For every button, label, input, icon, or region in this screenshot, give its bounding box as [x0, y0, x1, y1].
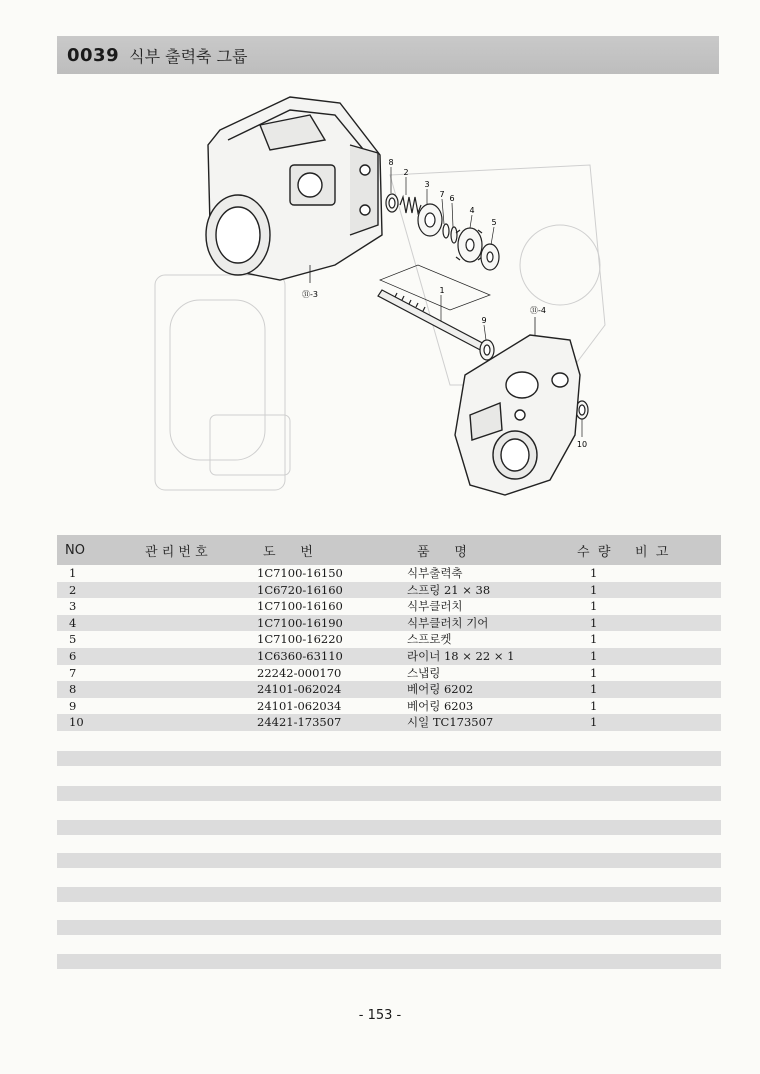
row-quantity: 1 [590, 599, 598, 614]
exploded-parts-diagram [150, 85, 620, 510]
row-part-name: 시일 TC173507 [407, 715, 494, 730]
page-number: - 153 - [358, 1008, 402, 1023]
table-row [57, 582, 721, 599]
empty-row-stripe [57, 853, 721, 868]
row-quantity: 1 [590, 566, 598, 580]
row-no: 8 [69, 682, 77, 697]
row-no: 3 [69, 599, 77, 614]
table-row [57, 665, 721, 682]
callout-7: 7 [439, 190, 445, 199]
row-quantity: 1 [590, 698, 598, 713]
ref-label-right: ㉛-4 [530, 306, 546, 315]
row-no: 2 [69, 582, 77, 597]
table-row [57, 648, 721, 665]
row-part-number: 1C6720-16160 [257, 582, 343, 597]
section-header [57, 36, 719, 74]
callout-9: 9 [481, 316, 487, 325]
row-part-name: 베어링 6203 [407, 698, 474, 713]
right-housing [455, 335, 580, 495]
section-title: 식부 출력축 그룹 [129, 46, 248, 66]
row-no: 4 [69, 615, 77, 630]
row-part-number: 1C7100-16190 [257, 615, 343, 630]
section-number: 0039 [67, 44, 120, 66]
row-quantity: 1 [590, 615, 598, 630]
row-no: 5 [69, 632, 77, 647]
header-part-name: 품 명 [417, 544, 467, 560]
row-part-number: 1C7100-16160 [257, 599, 343, 614]
table-row [57, 615, 721, 632]
row-quantity: 1 [590, 665, 598, 680]
row-part-number: 1C7100-16150 [257, 566, 343, 580]
row-quantity: 1 [590, 632, 598, 647]
row-no: 1 [69, 566, 77, 580]
table-row [57, 681, 721, 698]
table-header [57, 535, 721, 565]
row-part-name: 베어링 6202 [407, 682, 474, 697]
empty-row-stripe [57, 820, 721, 835]
callout-10: 10 [576, 440, 588, 449]
row-no: 6 [69, 648, 77, 663]
empty-row-stripe [57, 887, 721, 902]
table-row [57, 631, 721, 648]
row-part-name: 라이너 18 × 22 × 1 [407, 648, 515, 663]
row-part-number: 24101-062024 [257, 682, 342, 697]
row-quantity: 1 [590, 715, 598, 730]
callout-2: 2 [403, 168, 409, 177]
row-part-number: 22242-000170 [257, 665, 342, 680]
ref-label-left: ㉛-3 [302, 290, 318, 299]
callout-6: 6 [449, 194, 455, 203]
callout-8: 8 [388, 158, 394, 167]
callout-5: 5 [491, 218, 497, 227]
header-quantity: 수 량 [577, 544, 611, 560]
row-part-number: 1C6360-63110 [257, 648, 343, 663]
empty-row-stripe [57, 751, 721, 766]
row-part-name: 스프로켓 [407, 632, 452, 647]
row-quantity: 1 [590, 648, 598, 663]
row-quantity: 1 [590, 682, 598, 697]
empty-row-stripe [57, 954, 721, 969]
row-part-number: 24101-062034 [257, 698, 342, 713]
header-mgmt-number: 관 리 번 호 [145, 544, 208, 560]
parts-table [57, 535, 721, 731]
row-part-name: 식부클러치 기어 [407, 615, 489, 630]
row-part-name: 스프링 21 × 38 [407, 582, 491, 597]
table-row [57, 714, 721, 731]
empty-row-stripe [57, 786, 721, 801]
row-no: 9 [69, 698, 77, 713]
row-part-name: 식부클러치 [407, 599, 463, 614]
header-remark: 비 고 [635, 544, 669, 560]
callout-4: 4 [469, 206, 475, 215]
row-part-name: 스냅링 [407, 665, 441, 680]
table-row [57, 698, 721, 715]
callout-3: 3 [424, 180, 430, 189]
header-drawing-number: 도 번 [263, 544, 313, 560]
header-no: NO [65, 542, 85, 558]
empty-row-stripe [57, 920, 721, 935]
table-row [57, 565, 721, 582]
callout-1: 1 [439, 286, 445, 295]
row-part-name: 식부출력축 [407, 566, 463, 580]
row-no: 10 [69, 715, 84, 730]
row-no: 7 [69, 665, 77, 680]
row-quantity: 1 [590, 582, 598, 597]
left-housing [206, 97, 382, 280]
table-row [57, 598, 721, 615]
row-part-number: 1C7100-16220 [257, 632, 343, 647]
row-part-number: 24421-173507 [257, 715, 342, 730]
